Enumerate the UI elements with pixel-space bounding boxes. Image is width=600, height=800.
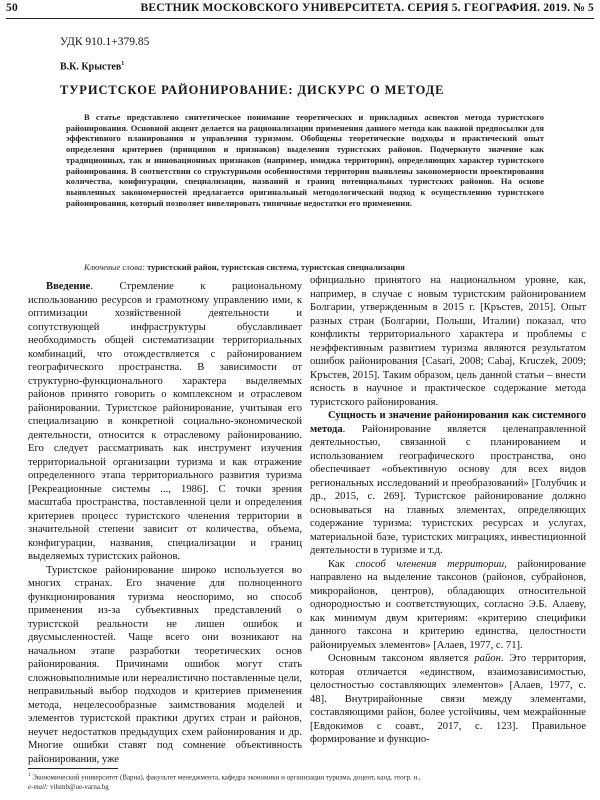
method-intro: Как <box>328 558 356 570</box>
method-paragraph <box>310 558 586 653</box>
keywords-label: Ключевые слова: <box>84 262 145 272</box>
email-label: e-mail: <box>28 782 49 791</box>
essence-paragraph <box>310 409 586 558</box>
region-text: . Это территория, которая отличается «единством, взаимозависимостью, целостностью составляющих элементов» [Алаев, 1977, с. 48]. Внутрирайонные связи между элементами, составляющими район, более устойчивы, чем межрайонные [Евдокимов с соавт., 2017, с. 123]. Правильное формирование и функцио- <box>310 653 586 745</box>
region-term: район <box>474 653 501 664</box>
intro-lead: Введение <box>46 281 91 292</box>
left-column <box>28 280 302 766</box>
page-number: 50 <box>6 2 18 14</box>
keywords <box>84 262 544 273</box>
method-text: , районирование направлено на выделение таксонов (районов, субрайонов, микрорайонов, центров), обладающих относительной однородностью и соответствующих, согласно Э.Б. Алаеву, как минимум двум критериям: «критерию специфики данного таксона и критерию единства, целостности районируемых элементов» [Алаев, 1977, с. 71]. <box>310 558 586 651</box>
footnote-divider <box>28 768 118 769</box>
footnote-text: Экономический университет (Варна), факультет менеджмента, кафедра экономики и организации туризма, доцент, канд. геогр. н., <box>32 773 421 782</box>
keywords-text: туристский район, туристская система, туристская специализация <box>147 262 405 272</box>
continued-paragraph: официально принятого на национальном уровне, как, например, в случае с новым туристским районированием Болгарии, утвержденным в 2015 г. [Кръстев, 2015]. Опыт разных стран (Болгарии, Польши, Италии) показал, что конфликты территориального характера и проблемы с неэффективным развитием туризма являются результатом ошибок районирования [Casari, 2008; Cabaj, Kruczek, 2009; Кръстев, 2015]. Таким образом, цель данной статьи – внести ясность в научное и практическое содержание метода туристского районирования. <box>310 275 586 408</box>
running-header <box>6 2 594 19</box>
article-title: ТУРИСТСКОЕ РАЙОНИРОВАНИЕ: ДИСКУРС О МЕТОДЕ <box>60 83 445 97</box>
intro-text: . Стремление к рациональному использованию ресурсов и грамотному управлению ими, к оптимизации хозяйственной деятельности и сопутствующей инфраструктуры обуславливает необходимость общей систематизации территориальных комбинаций, что отождествляется с районированием географического пространства. В зависимости от структурно-функционального характера выделяемых районов принято говорить о комплексном и отраслевом районировании. Туристское районирование, учитывая его специализацию в конкретной социально-экономической деятельности, относится к отраслевому районированию. Его следует рассматривать как инструмент изучения территориальной организации туризма и как отражение определенного этапа территориального развития туризма [Рекреационные системы ..., 1986]. С точки зрения масштаба пространства, поставленной цели и определения критериев процесс туристского членения территории в значительной степени зависит от количества, объема, конфигурации, названия, специализации и границ выделяемых туристских районов. <box>28 281 302 562</box>
author-footnote-mark: 1 <box>121 61 125 67</box>
author-name: В.К. Крыстев <box>60 61 122 73</box>
footnote <box>28 771 588 792</box>
udk-code: УДК 910.1+379.85 <box>60 36 150 48</box>
paragraph-2: Туристское районирование широко используется во многих странах. Его значение для полноценного функционирования туризма неоспоримо, но способ применения из-за субъективных представлений о туристской реальности не лишен ошибок и двусмысленностей. Чаще всего они возникают на начальном этапе разработки теоретических основ районирования. Причинами ошибок могут стать сложновыполнимые или нереалистично поставленные цели, неправильный выбор подходов и критериев применения метода, нецелесообразные заимствования моделей и элементов туристской практики других стран и районов, неучет недостатков предыдущих схем районирования и др. Многие ошибки ставят под сомнение объективность районирования, уже <box>28 564 302 765</box>
email-link[interactable]: vilsmb@ue-varna.bg <box>49 782 109 791</box>
region-intro: Основным таксоном является <box>328 653 475 664</box>
right-column <box>310 274 586 747</box>
author-line <box>60 61 124 72</box>
essence-text: . Районирование является целенаправленной деятельностью, связанной с планированием и использованием географического пространства, оно обеспечивает «объективную основу для всех видов региональных исследований и преобразований» [Голубчик и др., 2015, с. 269]. Туристское районирование должно основываться на главных элементах, определяющих содержание туризма: туристских ресурсах и услугах, материальной базе, туристских миграциях, инвестиционной деятельности в туризме и т.д. <box>310 423 586 556</box>
method-term: способ членения территории <box>355 558 505 570</box>
section-heading: Сущность и значение районирования как системного метода <box>310 410 586 435</box>
region-paragraph <box>310 652 586 747</box>
abstract: В статье представлено синтетическое понимание теоретических и прикладных аспектов метода туристского районирования. Основной акцент делается на рационализации применения данного метода как важной предпосылки для эффективного планирования и управления туризмом. Обобщены теоретические подходы и практический опыт определения критериев (принципов и признаков) выделения туристских районов. Подчеркнуто значение как традиционных, так и инновационных признаков (например, имиджа территории), определяющих характер туристского районирования. В соответствии со структурными особенностями территории выявлены закономерности проектирования количества, конфигурации, специализации, названий и границ потенциальных туристских районов. На основе выявленных закономерностей предлагается оригинальный методологический подход к осуществлению туристского районирования, который позволяет нивелировать типичные недостатки его применения. <box>66 112 544 208</box>
footnote-mark: 1 <box>28 773 31 778</box>
intro-paragraph <box>28 280 302 564</box>
journal-title: ВЕСТНИК МОСКОВСКОГО УНИВЕРСИТЕТА. СЕРИЯ 5. ГЕОГРАФИЯ. 2019. № 5 <box>140 2 594 14</box>
